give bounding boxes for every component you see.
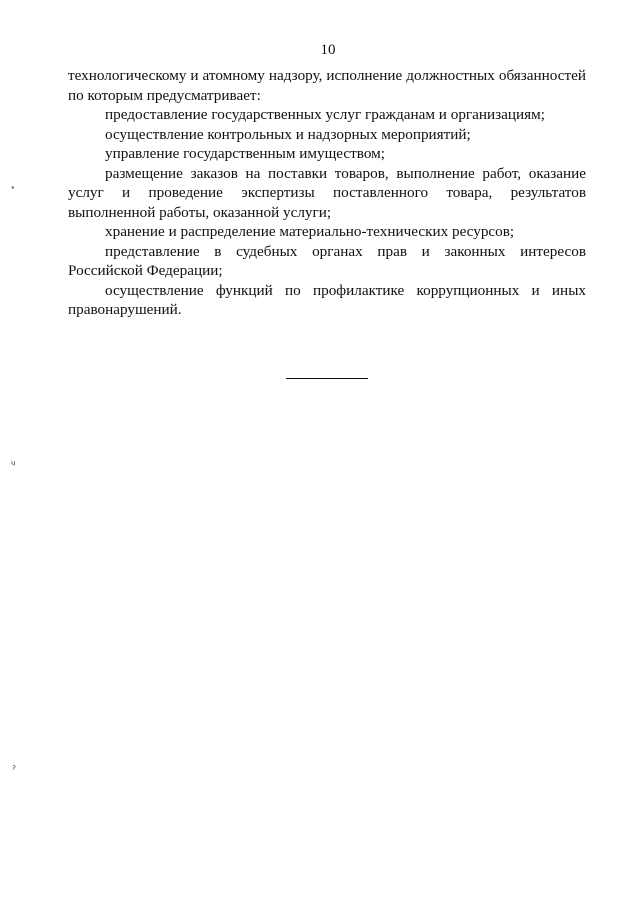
list-item-court-representation: представление в судебных органах прав и законных интересов Российской Федерации; (68, 242, 586, 279)
list-item-procurement: размещение заказов на поставки товаров, выполнение работ, оказание услуг и проведение экспертизы поставленного товара, результатов выполненной работы, оказанной услуги; (68, 164, 586, 221)
scan-mark: ˀ (12, 763, 17, 776)
page-number: 10 (320, 42, 336, 58)
scan-mark: ˟ (10, 185, 16, 198)
list-item-resource-storage: хранение и распределение материально-технических ресурсов; (105, 223, 515, 240)
closing-divider (286, 378, 368, 379)
list-item-control-measures: осуществление контрольных и надзорных мероприятий; (105, 125, 471, 143)
list-item-public-services: предоставление государственных услуг гражданам и организациям; (105, 106, 545, 123)
list-item-corruption-prevention: осуществление функций по профилактике коррупционных и иных правонарушений. (68, 281, 586, 318)
scan-mark: ᶣ (11, 458, 16, 471)
list-item-property-management: управление государственным имуществом; (105, 145, 385, 162)
document-body (68, 66, 586, 320)
paragraph-intro: технологическому и атомному надзору, исполнение должностных обязанностей по которым предусматривает: (68, 67, 586, 104)
